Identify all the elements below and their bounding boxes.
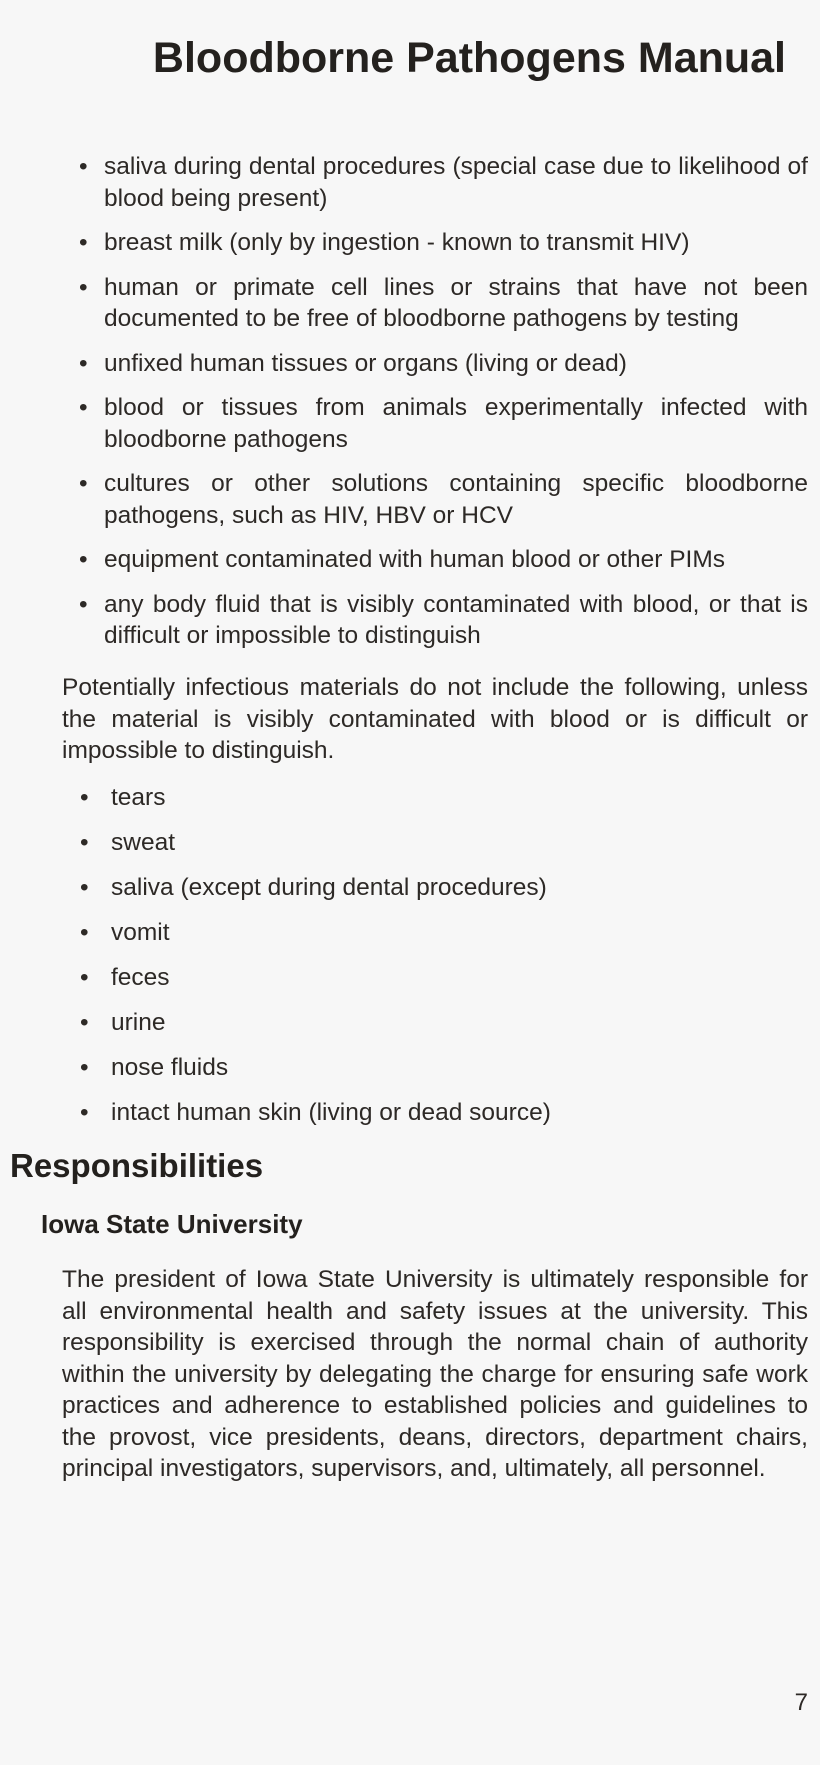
list-item	[80, 1097, 808, 1142]
list-item-text: vomit	[111, 919, 170, 946]
list-item	[80, 917, 808, 962]
list-item-text: feces	[111, 964, 170, 991]
page-number: 7	[794, 1689, 808, 1716]
bullet-icon: •	[79, 546, 88, 573]
list-item	[79, 348, 808, 380]
bullet-icon: •	[79, 470, 88, 497]
bullet-icon: •	[80, 829, 89, 856]
list-item	[80, 872, 808, 917]
list-item-text: blood or tissues from animals experimentally infected with bloodborne pathogens	[104, 394, 808, 453]
list-item-text: human or primate cell lines or strains that have not been documented to be free of bloodborne pathogens by testing	[104, 273, 808, 332]
bullet-icon: •	[80, 1099, 89, 1126]
bullet-icon: •	[79, 349, 88, 377]
list-item-text: any body fluid that is visibly contaminated with blood, or that is difficult or impossible to distinguish	[104, 590, 808, 649]
list-item	[80, 1052, 808, 1097]
list-item	[79, 544, 808, 576]
list-item-text: cultures or other solutions containing specific bloodborne pathogens, such as HIV, HBV or HCV	[104, 470, 808, 529]
list-item	[80, 782, 808, 827]
list-item	[80, 1007, 808, 1052]
list-item-text: urine	[111, 1009, 166, 1036]
list-item-text: breast milk (only by ingestion - known to transmit HIV)	[104, 229, 690, 256]
responsibilities-heading: Responsibilities	[10, 1147, 264, 1184]
iowa-state-university-subheading: Iowa State University	[41, 1209, 303, 1239]
bullet-icon: •	[80, 1009, 89, 1036]
list-item-text: tears	[111, 784, 166, 811]
list-item	[79, 468, 808, 531]
bullet-icon: •	[80, 874, 89, 901]
bullet-icon: •	[79, 229, 88, 256]
exclusions-intro-paragraph: Potentially infectious materials do not include the following, unless the material is visibly contaminated with blood or is difficult or impossible to distinguish.	[62, 674, 808, 764]
pim-bullet-list	[79, 151, 808, 665]
bullet-icon: •	[79, 273, 88, 301]
bullet-icon: •	[80, 1054, 89, 1081]
list-item	[79, 151, 808, 214]
list-item-text: intact human skin (living or dead source)	[111, 1099, 551, 1126]
list-item-text: saliva during dental procedures (special case due to likelihood of blood being present)	[104, 153, 808, 212]
page-title: Bloodborne Pathogens Manual	[152, 34, 786, 82]
bullet-icon: •	[79, 394, 88, 421]
list-item-text: equipment contaminated with human blood or other PIMs	[104, 546, 726, 573]
list-item-text: saliva (except during dental procedures)	[111, 874, 547, 901]
list-item-text: unfixed human tissues or organs (living or dead)	[104, 349, 627, 377]
list-item-text: sweat	[111, 829, 176, 856]
list-item	[80, 962, 808, 1007]
list-item-text: nose fluids	[111, 1054, 229, 1081]
bullet-icon: •	[80, 919, 89, 946]
bullet-icon: •	[79, 153, 88, 180]
list-item	[79, 589, 808, 652]
bullet-icon: •	[80, 964, 89, 991]
bullet-icon: •	[80, 784, 89, 811]
list-item	[79, 227, 808, 259]
exclusions-bullet-list	[80, 782, 808, 1142]
list-item	[79, 392, 808, 455]
list-item	[80, 827, 808, 872]
bullet-icon: •	[79, 590, 88, 618]
iowa-state-responsibility-paragraph: The president of Iowa State University is ultimately responsible for all environmental health and safety issues at the university. This responsibility is exercised through the normal chain of authority within the university by delegating the charge for ensuring safe work practices and adherence to established policies and guidelines to the provost, vice presidents, deans, directors, department chairs, principal investigators, supervisors, and, ultimately, all personnel.	[62, 1266, 808, 1482]
list-item	[79, 272, 808, 335]
